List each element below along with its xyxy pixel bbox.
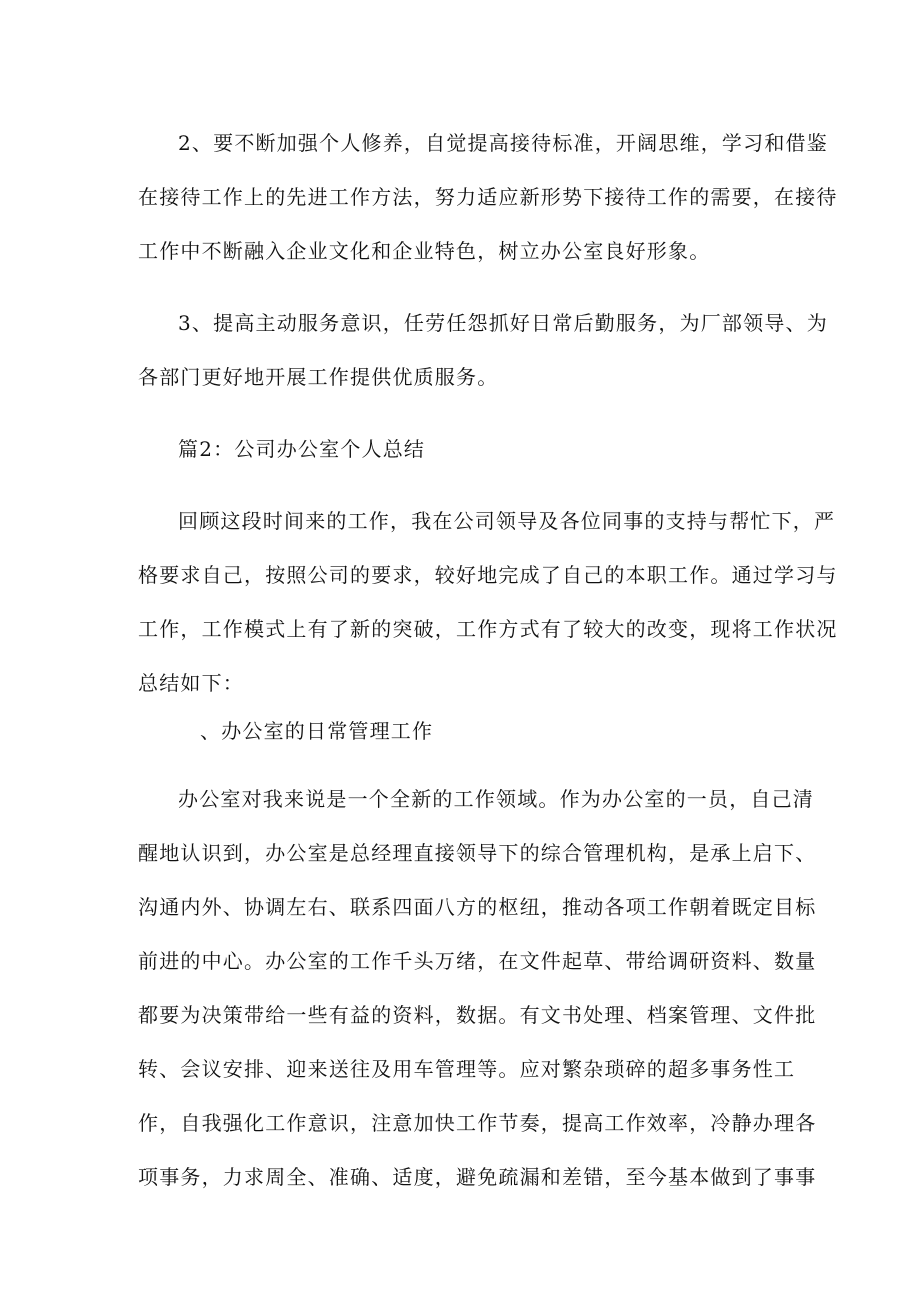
text-line: 沟通内外、协调左右、联系四面八方的枢纽，推动各项工作朝着既定目标 [138,895,817,919]
section-title-text: 篇2：公司办公室个人总结 [178,437,426,461]
text-line: 作，自我强化工作意识，注意加快工作节奏，提高工作效率，冷静办理各 [138,1111,817,1135]
text-line: 3、提高主动服务意识，任劳任怨抓好日常后勤服务，为厂部领导、为 [178,311,828,335]
text-line: 各部门更好地开展工作提供优质服务。 [138,365,499,389]
text-line: 工作中不断融入企业文化和企业特色，树立办公室良好形象。 [138,239,711,263]
text-line: 前进的中心。办公室的工作千头万绪，在文件起草、带给调研资料、数量 [138,949,817,973]
section-title [138,422,798,476]
text-line: 格要求自己，按照公司的要求，较好地完成了自己的本职工作。通过学习与 [138,563,838,587]
paragraph-item-2 [138,116,838,278]
text-line: 2、要不断加强个人修养，自觉提高接待标准，开阔思维，学习和借鉴 [178,131,828,155]
text-line: 项事务，力求周全、准确、适度，避免疏漏和差错，至今基本做到了事事 [138,1165,817,1189]
text-line: 转、会议安排、迎来送往及用车管理等。应对繁杂琐碎的超多事务性工 [138,1057,796,1081]
text-line: 都要为决策带给一些有益的资料，数据。有文书处理、档案管理、文件批 [138,1003,817,1027]
subsection-title [138,704,798,758]
paragraph-intro [138,494,838,710]
paragraph-item-3 [138,296,828,404]
text-line: 办公室对我来说是一个全新的工作领域。作为办公室的一员，自己清 [178,787,814,811]
text-line: 工作，工作模式上有了新的突破，工作方式有了较大的改变，现将工作状况 [138,617,838,641]
text-line: 在接待工作上的先进工作方法，努力适应新形势下接待工作的需要，在接待 [138,185,838,209]
text-line: 总结如下： [138,671,244,695]
text-line: 回顾这段时间来的工作，我在公司领导及各位同事的支持与帮忙下，严 [178,509,836,533]
text-line: 醒地认识到，办公室是总经理直接领导下的综合管理机构，是承上启下、 [138,841,817,865]
subsection-title-text: 、办公室的日常管理工作 [200,719,434,743]
paragraph-body [138,772,817,1204]
